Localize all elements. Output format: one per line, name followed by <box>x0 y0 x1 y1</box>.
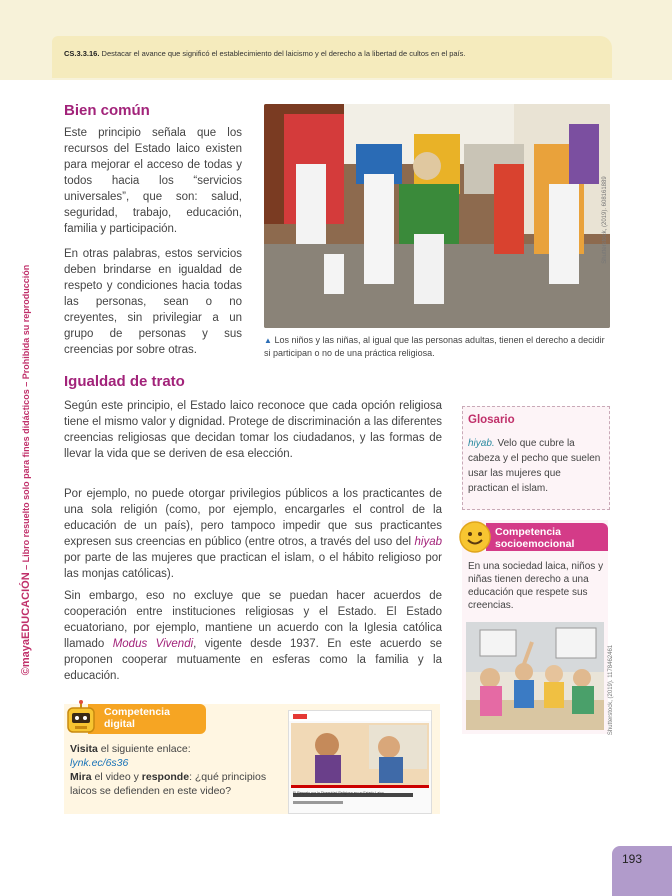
heading-igualdad: Igualdad de trato <box>64 373 185 390</box>
visit-label: Visita <box>70 743 98 755</box>
paragraph-igualdad-1: Según este principio, el Estado laico reconoce que cada opción religiosa tiene el mismo valor y dignidad. Protege de discriminación a las diferentes creencias religiosas que decidan tomar los ciudadanos, y las formas de llevar la vida que se deriven de esa elección. <box>64 400 442 460</box>
glossary-term: hiyab. <box>468 438 495 449</box>
page-number-tab <box>612 846 672 896</box>
photo-credit-2: Shutterstock, (2019). 1178462461 <box>608 644 614 736</box>
copyright-note: – Libro resuelto solo para fines didácticos – Prohibida su reproducción <box>21 264 31 573</box>
visit-rest: el siguiente enlace: <box>97 743 191 755</box>
objective-description: Destacar el avance que significó el establecimiento del laicismo y el derecho a la libertad de cultos en el país. <box>101 49 466 58</box>
igualdad-2-b: por parte de las mujeres que practican el islam, o el hábito religioso por las monjas católicas). <box>64 552 442 580</box>
caption-triangle-icon: ▲ <box>264 336 272 345</box>
socioemotional-text: En una sociedad laica, niños y niñas tienen derecho a una educación que respete sus creencias. <box>468 561 604 611</box>
digital-title <box>104 706 170 730</box>
photo-caption <box>264 334 610 359</box>
smiley-icon <box>458 520 492 554</box>
igualdad-3-a: Sin embargo, eso no excluye que se puedan hacer acuerdos de cooperación entre instituciones religiosas y el Estado. El Estado ecuatoriano, por ejemplo, mantiene un acuerdo con la Iglesia católica llamado <box>64 590 442 650</box>
digital-title-1: Competencia <box>104 706 170 718</box>
glossary-text <box>468 436 602 496</box>
caption-text: Los niños y las niñas, al igual que las personas adultas, tienen el derecho a decidir si participan o no de una práctica religiosa. <box>264 335 605 358</box>
video-caption: El Respeto por la Diversidad Religiosa en un Estado Laico <box>293 791 384 795</box>
igualdad-3-b: , vigente desde 1937. En este acuerdo se proponen cooperar mutuamente en esferas como la familia y la educación. <box>64 638 442 682</box>
heading-bien-comun: Bien común <box>64 102 150 119</box>
video-thumbnail[interactable] <box>288 710 432 814</box>
brand-maya: ©maya <box>20 638 32 676</box>
term-hiyab: hiyab <box>414 536 442 548</box>
robot-icon <box>62 700 100 738</box>
paragraph-igualdad-2 <box>64 486 442 582</box>
mira-mid: el video y <box>91 771 142 783</box>
classroom-illustration <box>466 622 604 730</box>
socioemotional-title-2: socioemocional <box>495 538 575 550</box>
digital-text <box>70 742 270 798</box>
glossary-definition: Velo que cubre la cabeza y el pecho que suelen usar las mujeres que practican el islam. <box>468 438 601 494</box>
responde-label: responde <box>141 771 190 783</box>
photo-classroom <box>466 622 604 730</box>
igualdad-2-a: Por ejemplo, no puede otorgar privilegios públicos a los practicantes de una sola religión (como, por ejemplo, encargarles el control de la educación de un país), pero tampoco impedir que sus practicantes expresen sus creencias en público (entre otros, a través del uso del <box>64 488 442 548</box>
paragraph-bien-comun-2: En otras palabras, estos servicios deben brindarse en igualdad de respeto y condiciones hacia todas las personas, sean o no creyentes, sin privilegiar a un grupo de personas y sus creencias por sobre otras. <box>64 248 242 356</box>
socioemotional-title-1: Competencia <box>495 526 561 538</box>
paragraph-igualdad-3 <box>64 588 442 684</box>
brand-edu: EDUCACIÓN <box>20 572 32 639</box>
page-number: 193 <box>622 852 643 866</box>
term-modus-vivendi: Modus Vivendi <box>112 638 194 650</box>
glossary-title: Glosario <box>468 414 515 426</box>
video-link[interactable]: lynk.ec/6s36 <box>70 757 129 769</box>
paragraph-bien-comun-1: Este principio señala que los recursos del Estado laico existen para mejorar el acceso de todas y todos hacia los “servicios universales”, que son: salud, seguridad, trabajo, educación, familia y participación. <box>64 127 242 235</box>
digital-title-2: digital <box>104 718 135 730</box>
socioemotional-title <box>495 526 574 550</box>
vertical-copyright <box>20 265 32 675</box>
objective-code: CS.3.3.16. <box>64 49 100 58</box>
photo-credit-1: Shutterstock, (2019). 608161889 <box>602 176 608 264</box>
festival-illustration <box>264 104 610 328</box>
video-illustration <box>289 711 431 813</box>
photo-festival <box>264 104 610 328</box>
objective-text <box>64 49 466 58</box>
mira-label: Mira <box>70 771 92 783</box>
digital-question: : ¿qué principios laicos se defienden en este video? <box>70 771 267 797</box>
